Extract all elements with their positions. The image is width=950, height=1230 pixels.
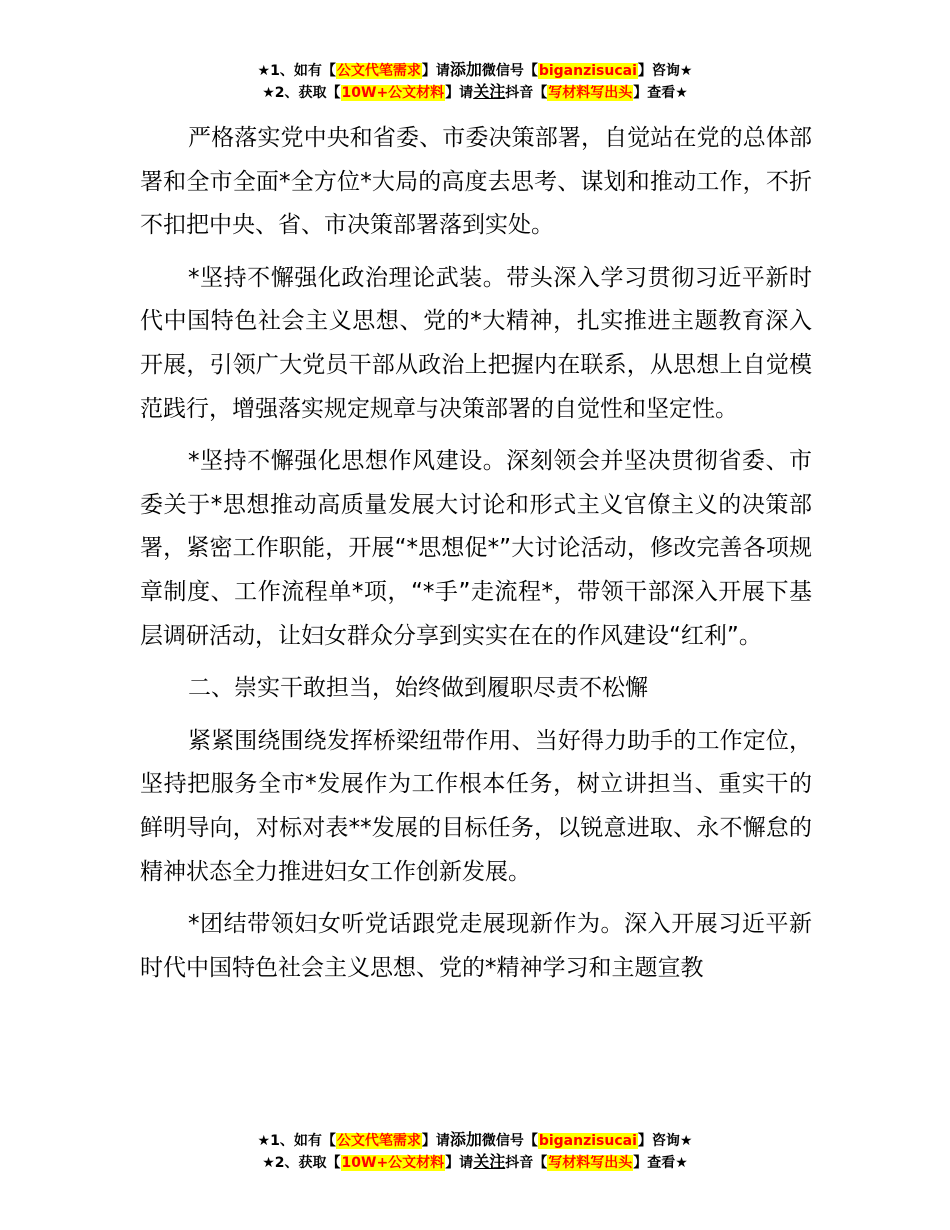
banner-text: 微信号【 xyxy=(481,63,538,79)
header-banner xyxy=(0,59,950,103)
paragraph: *坚持不懈强化政治理论武装。带头深入学习贯彻习近平新时代中国特色社会主义思想、党的*大精神，扎实推进主题教育深入开展，引领广大党员干部从政治上把握内在联系，从思想上自觉模范践行，增强落实规定规章与决策部署的自觉性和坚定性。 xyxy=(140,264,812,422)
banner-text: 】请 xyxy=(445,1155,474,1171)
banner-line-1 xyxy=(0,1129,950,1151)
document-body xyxy=(140,117,812,999)
banner-text: 】请 xyxy=(421,1133,450,1149)
banner-emphasis: 关注 xyxy=(473,82,506,101)
banner-text: ★2、获取【 xyxy=(262,85,341,101)
banner-emphasis: 添加 xyxy=(449,60,482,79)
banner-highlight-wechat-id: biganzisucai xyxy=(538,1133,637,1149)
banner-emphasis: 添加 xyxy=(449,1130,482,1149)
paragraph: *坚持不懈强化思想作风建设。深刻领会并坚决贯彻省委、市委关于*思想推动高质量发展大讨论和形式主义官僚主义的决策部署，紧密工作职能，开展“*思想促*”大讨论活动，修改完善各项规章制度、工作流程单*项，“*手”走流程*，带领干部深入开展下基层调研活动，让妇女群众分享到实实在在的作风建设“红利”。 xyxy=(140,448,812,649)
banner-line-2 xyxy=(0,81,950,103)
banner-text: ★2、获取【 xyxy=(262,1155,341,1171)
banner-highlight-service: 公文代笔需求 xyxy=(336,1133,421,1149)
banner-highlight-douyin: 写材料写出头 xyxy=(548,85,633,101)
paragraph: 紧紧围绕围绕发挥桥梁纽带作用、当好得力助手的工作定位，坚持把服务全市*发展作为工作根本任务，树立讲担当、重实干的鲜明导向，对标对表**发展的目标任务，以锐意进取、永不懈怠的精神状态全力推进妇女工作创新发展。 xyxy=(140,727,812,885)
banner-text: ★1、如有【 xyxy=(257,1133,336,1149)
banner-highlight-wechat-id: biganzisucai xyxy=(538,63,637,79)
banner-highlight-service: 公文代笔需求 xyxy=(336,63,421,79)
banner-text: 】请 xyxy=(421,63,450,79)
section-heading: 二、崇实干敢担当，始终做到履职尽责不松懈 xyxy=(188,675,648,702)
banner-text: 抖音【 xyxy=(505,1155,548,1171)
paragraph: *团结带领妇女听党话跟党走展现新作为。深入开展习近平新时代中国特色社会主义思想、党的*精神学习和主题宣教 xyxy=(140,911,812,981)
banner-text: 】请 xyxy=(445,85,474,101)
banner-highlight-douyin: 写材料写出头 xyxy=(548,1155,633,1171)
banner-text: 抖音【 xyxy=(505,85,548,101)
banner-line-2 xyxy=(0,1151,950,1173)
banner-text: 】咨询★ xyxy=(637,1133,693,1149)
banner-highlight-materials: 10W+公文材料 xyxy=(341,1155,445,1171)
footer-banner xyxy=(0,1129,950,1173)
banner-text: 】咨询★ xyxy=(637,63,693,79)
banner-line-1 xyxy=(0,59,950,81)
banner-highlight-materials: 10W+公文材料 xyxy=(341,85,445,101)
banner-text: 】查看★ xyxy=(633,1155,688,1171)
banner-emphasis: 关注 xyxy=(473,1152,506,1171)
paragraph: 严格落实党中央和省委、市委决策部署，自觉站在党的总体部署和全市全面*全方位*大局的高度去思考、谋划和推动工作，不折不扣把中央、省、市决策部署落到实处。 xyxy=(140,125,812,239)
banner-text: ★1、如有【 xyxy=(257,63,336,79)
banner-text: 】查看★ xyxy=(633,85,688,101)
banner-text: 微信号【 xyxy=(481,1133,538,1149)
